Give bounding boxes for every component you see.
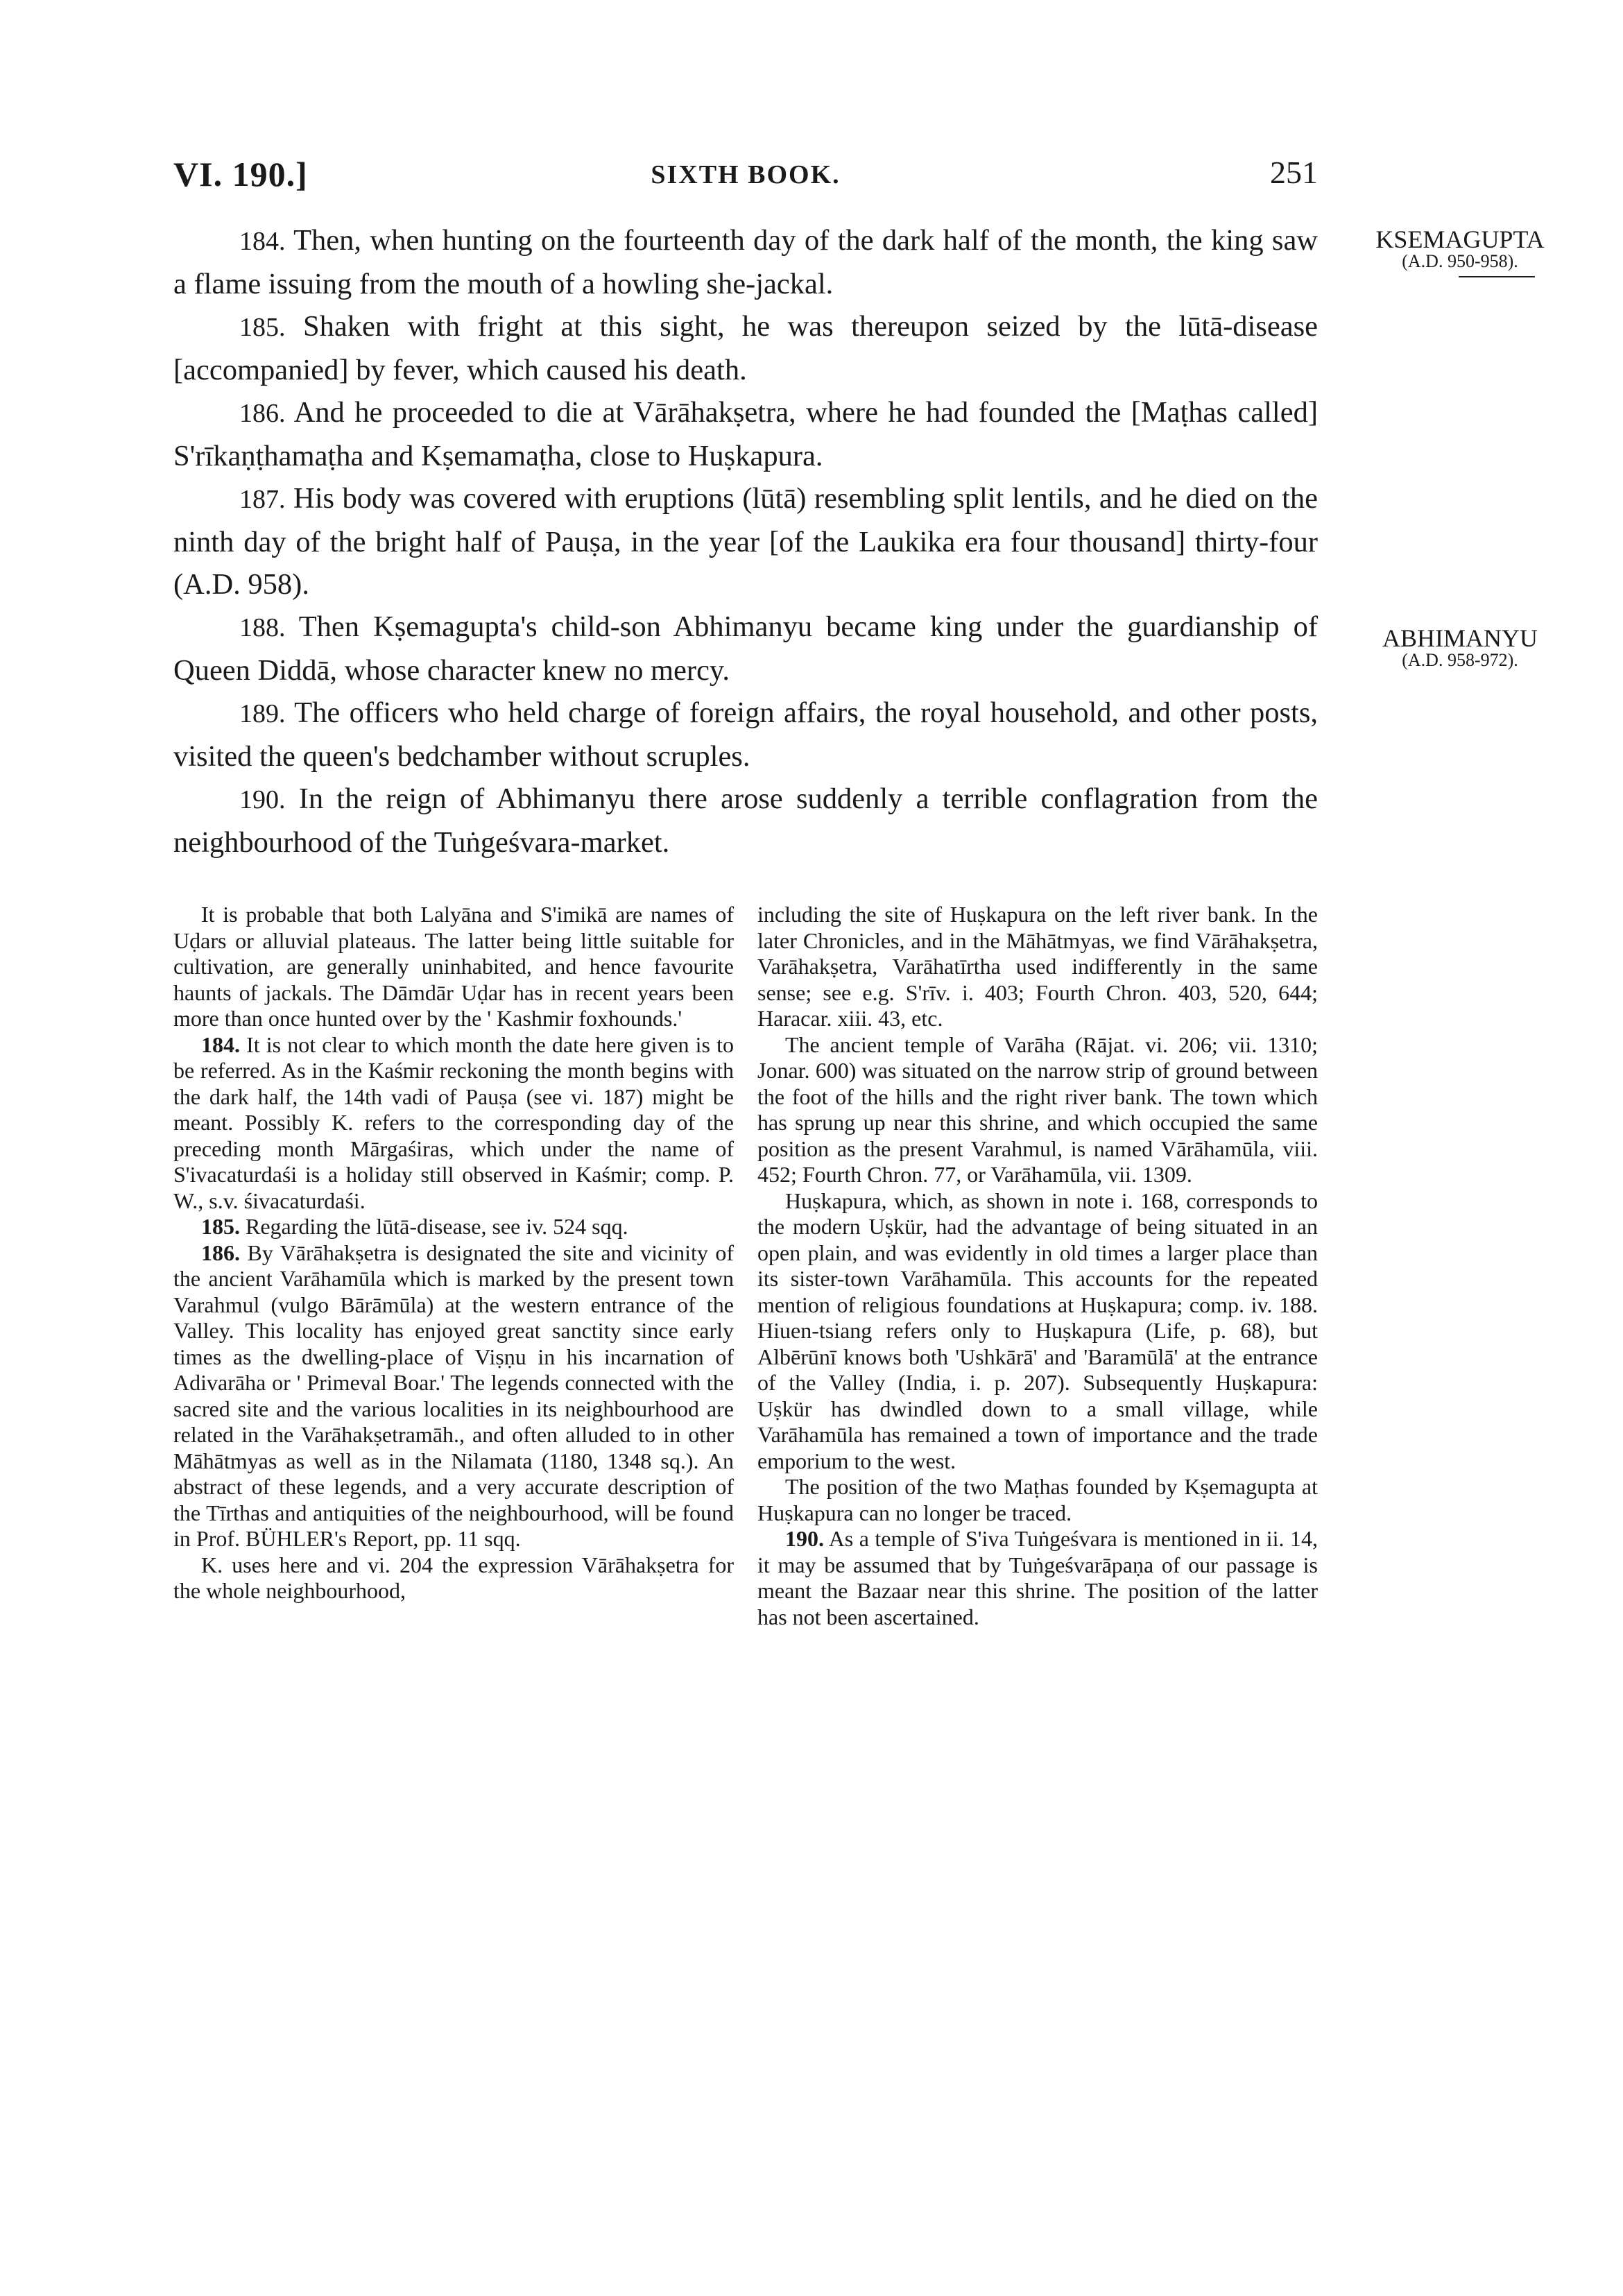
verse [173,606,1318,692]
note-text: It is not clear to which month the date here given is to be referred. As in the Kaśmir reckoning the month begins with the dark half, the 14th vadi of Pauṣa (see vi. 187) might be meant. Possibly K. refers to the corresponding day of the preceding month Mārgaśiras, which under the name of S'ivacaturdaśi is a holiday still observed in Kaśmir; comp. P. W., s.v. śivacaturdaśi. [173,1031,735,1213]
margin-note-name: KSEMAGUPTA [1375,225,1545,253]
note-text: Regarding the lūtā-disease, see iv. 524 sqq. [246,1214,628,1239]
note-label: 190. [785,1526,824,1551]
verse-text: And he proceeded to die at Vārāhakṣetra, where he had founded the [Maṭhas called] S'rīkaṇṭhamaṭha and Kṣemamaṭha, close to Huṣkapura. [173,396,1318,472]
note-label: 185. [201,1214,240,1239]
margin-note-dates: (A.D. 950-958). [1402,251,1518,271]
verse [173,305,1318,391]
note-paragraph [757,902,1318,1032]
note-text: including the site of Huṣkapura on the left river bank. In the later Chronicles, and in the Māhātmyas, we find Vārāhakṣetra, Varāhakṣetra, Varāhatīrtha used indifferently in the same sense; see e.g. S'rīv. i. 403; Fourth Chron. 403, 520, 644; Haracar. xiii. 43, etc. [757,902,1318,1031]
margin-note-rule [1459,276,1535,277]
note-paragraph [757,1526,1318,1630]
note-paragraph [173,902,734,1032]
verse-text: Then Kṣemagupta's child-son Abhimanyu became king under the guardianship of Queen Diddā, whose character knew no mercy. [173,610,1318,687]
note-text: The ancient temple of Varāha (Rājat. vi. 206; vii. 1310; Jonar. 600) was situated on the narrow strip of ground between the foot of the hills and the right river bank. The town which has sprung up near this shrine, and which occupied the same position as the present Varahmul, is named Vārāhamūla, viii. 452; Fourth Chron. 77, or Varāhamūla, vii. 1309. [757,1031,1318,1187]
main-text [173,219,1318,864]
header-section-ref: VI. 190.] [173,155,308,194]
verse [173,391,1318,477]
margin-note-abhimanyu [1356,624,1564,671]
note-paragraph [173,1552,734,1604]
verse-text: Then, when hunting on the fourteenth day of the dark half of the month, the king saw a flame issuing from the mouth of a howling she-jackal. [173,224,1319,300]
verse-number: 190. [239,785,286,814]
margin-note-ksemagupta [1356,225,1564,277]
note-text: Huṣkapura, which, as shown in note i. 168, corresponds to the modern Uṣkür, had the advantage of being situated in an open plain, and was evidently in old times a larger place than its sister-town Varāhamūla. This accounts for the repeated mention of religious foundations at Huṣkapura; comp. iv. 188. Hiuen-tsiang refers only to Huṣkapura (Life, p. 68), but Albērūnī knows both 'Ushkārā' and 'Baramūlā' at the entrance of the Valley (India, i. p. 207). Subsequently Huṣkapura: Uṣkür has dwindled down to a small village, while Varāhamūla has remained a town of importance and the trade emporium to the west. [757,1188,1318,1473]
verse-number: 188. [239,613,286,642]
note-label: 184. [201,1031,240,1057]
note-text: By Vārāhakṣetra is designated the site and vicinity of the ancient Varāhamūla which is marked by the present town Varahmul (vulgo Bārāmūla) at the western entrance of the Valley. This locality has enjoyed great sanctity since early times as the dwelling-place of Viṣṇu in his incarnation of Adivarāha or ' Primeval Boar.' The legends connected with the sacred site and the various localities in its neighbourhood are related in the Varāhakṣetramāh., and often alluded to in other Māhātmyas as well as in the Nilamata (1180, 1348 sq.). An abstract of these legends, and a very accurate description of the Tīrthas and antiquities of the neighbourhood, will be found in Prof. BÜHLER's Report, pp. 11 sqq. [173,1240,735,1551]
note-paragraph [173,1214,734,1240]
note-paragraph [173,1240,734,1552]
note-label: 186. [201,1240,240,1265]
verse-number: 185. [239,313,286,342]
note-text: As a temple of S'iva Tuṅgeśvara is mentioned in ii. 14, it may be assumed that by Tuṅgeśvarāpaṇa of our passage is meant the Bazaar near this shrine. The position of the latter has not been ascertained. [757,1526,1319,1629]
verse-text: The officers who held charge of foreign affairs, the royal household, and other posts, visited the queen's bedchamber without scruples. [173,696,1319,773]
note-text: K. uses here and vi. 204 the expression Vārāhakṣetra for the whole neighbourhood, [173,1552,734,1603]
header-book-title: SIXTH BOOK. [651,160,841,189]
verse-number: 187. [239,485,286,514]
note-paragraph [757,1474,1318,1526]
verse [173,219,1318,305]
verse-number: 184. [239,227,286,256]
note-paragraph [757,1188,1318,1475]
verse-text: Shaken with fright at this sight, he was thereupon seized by the lūtā-disease [accompanied] by fever, which caused his death. [173,310,1318,386]
footnotes-left-column [173,902,734,1630]
verse [173,778,1318,864]
verse-text: His body was covered with eruptions (lūtā) resembling split lentils, and he died on the ninth day of the bright half of Pauṣa, in the year [of the Laukika era four thousand] thirty-four (A.D. 958). [173,482,1318,601]
note-text: It is probable that both Lalyāna and S'imikā are names of Uḍars or alluvial plateaus. The latter being little suitable for cultivation, are generally uninhabited, and hence favourite haunts of jackals. The Dāmdār Uḍar has in recent years been more than once hunted over by the ' Kashmir foxhounds.' [173,902,734,1031]
page-number: 251 [1270,155,1318,190]
verse-text: In the reign of Abhimanyu there arose suddenly a terrible conflagration from the neighbourhood of the Tuṅgeśvara-market. [173,782,1318,859]
verse-number: 189. [239,699,286,728]
running-header [173,154,1318,196]
footnotes [173,902,1318,1630]
note-text: The position of the two Maṭhas founded by Kṣemagupta at Huṣkapura can no longer be traced. [757,1474,1318,1525]
margin-note-dates: (A.D. 958-972). [1402,650,1518,670]
note-paragraph [173,1032,734,1215]
footnotes-right-column [757,902,1318,1630]
margin-note-name: ABHIMANYU [1382,624,1538,652]
verse-number: 186. [239,399,286,428]
verse [173,692,1318,778]
note-paragraph [757,1032,1318,1188]
verse [173,477,1318,606]
